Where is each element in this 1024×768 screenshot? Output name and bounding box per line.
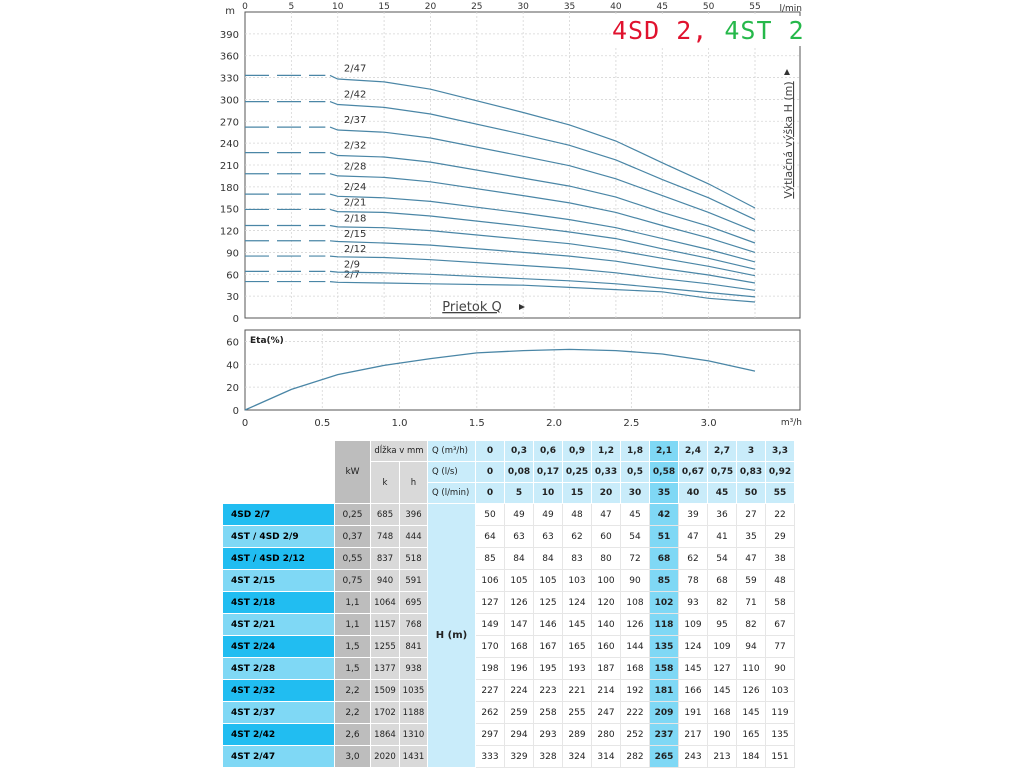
head-value: 289 (563, 724, 592, 746)
head-value: 42 (650, 504, 679, 526)
head-value: 160 (592, 636, 621, 658)
k-value: 1064 (371, 592, 400, 614)
head-value: 145 (708, 680, 737, 702)
k-value: 940 (371, 570, 400, 592)
head-value: 227 (476, 680, 505, 702)
head-value: 45 (621, 504, 650, 526)
head-y-tick: 180 (219, 182, 239, 194)
head-value: 109 (708, 636, 737, 658)
head-value: 168 (708, 702, 737, 724)
eta-x-tick: 3.0 (700, 418, 717, 429)
head-value: 103 (766, 680, 795, 702)
model-name: 4ST 2/32 (223, 680, 335, 702)
head-value: 77 (766, 636, 795, 658)
kw-value: 0,37 (335, 526, 371, 548)
head-value: 64 (476, 526, 505, 548)
head-value: 63 (505, 526, 534, 548)
model-name: 4ST 2/28 (223, 658, 335, 680)
head-value: 145 (679, 658, 708, 680)
head-value: 85 (476, 548, 505, 570)
head-value: 324 (563, 746, 592, 768)
head-value: 110 (737, 658, 766, 680)
q-value: 3 (737, 441, 766, 462)
table-row (223, 570, 795, 592)
h-value: 1310 (400, 724, 428, 746)
kw-value: 3,0 (335, 746, 371, 768)
q-label: Q (l/min) (428, 483, 476, 504)
q-value: 0 (476, 441, 505, 462)
q-value: 0,17 (534, 462, 563, 483)
head-value: 36 (708, 504, 737, 526)
h-value: 695 (400, 592, 428, 614)
kw-value: 1,1 (335, 592, 371, 614)
head-value: 105 (505, 570, 534, 592)
model-name: 4ST 2/37 (223, 702, 335, 724)
q-value: 10 (534, 483, 563, 504)
head-curve-label: 2/24 (343, 182, 367, 194)
head-curve-label: 2/7 (343, 269, 361, 281)
length-header: dĺžka v mm (371, 441, 428, 462)
head-value: 297 (476, 724, 505, 746)
head-top-tick: 45 (656, 2, 668, 12)
head-value: 192 (621, 680, 650, 702)
head-value: 147 (505, 614, 534, 636)
head-value: 247 (592, 702, 621, 724)
performance-table (222, 440, 795, 768)
head-value: 49 (534, 504, 563, 526)
head-value: 48 (766, 570, 795, 592)
q-value: 50 (737, 483, 766, 504)
h-value: 1188 (400, 702, 428, 724)
head-value: 48 (563, 504, 592, 526)
head-y-tick: 210 (219, 161, 239, 172)
k-value: 1255 (371, 636, 400, 658)
table-row (223, 658, 795, 680)
head-value: 95 (708, 614, 737, 636)
table-row (223, 504, 795, 526)
q-header-row (223, 441, 795, 462)
head-top-tick: 25 (471, 2, 483, 12)
table-row (223, 526, 795, 548)
head-value: 214 (592, 680, 621, 702)
q-value: 2,1 (650, 441, 679, 462)
head-value: 223 (534, 680, 563, 702)
head-value: 255 (563, 702, 592, 724)
head-value: 125 (534, 592, 563, 614)
eta-y-title: Eta(%) (250, 336, 284, 346)
q-value: 30 (621, 483, 650, 504)
kw-value: 2,6 (335, 724, 371, 746)
head-value: 80 (592, 548, 621, 570)
head-value: 47 (592, 504, 621, 526)
h-value: 1431 (400, 746, 428, 768)
head-value: 84 (505, 548, 534, 570)
head-value: 224 (505, 680, 534, 702)
head-value: 35 (737, 526, 766, 548)
head-value: 127 (708, 658, 737, 680)
corner-cell (223, 441, 335, 504)
kw-header: kW (335, 441, 371, 504)
head-value: 328 (534, 746, 563, 768)
head-value: 221 (563, 680, 592, 702)
q-value: 1,8 (621, 441, 650, 462)
head-value: 68 (708, 570, 737, 592)
q-value: 15 (563, 483, 592, 504)
head-value: 193 (563, 658, 592, 680)
head-value: 124 (679, 636, 708, 658)
head-top-tick: 15 (378, 2, 390, 12)
model-name: 4ST 2/47 (223, 746, 335, 768)
model-name: 4ST 2/24 (223, 636, 335, 658)
head-value: 168 (505, 636, 534, 658)
q-value: 40 (679, 483, 708, 504)
k-value: 1157 (371, 614, 400, 636)
model-name: 4ST 2/15 (223, 570, 335, 592)
head-value: 90 (766, 658, 795, 680)
head-value: 146 (534, 614, 563, 636)
head-value: 109 (679, 614, 708, 636)
head-value: 217 (679, 724, 708, 746)
h-value: 841 (400, 636, 428, 658)
head-value: 106 (476, 570, 505, 592)
head-x-title: Prietok Q (442, 300, 502, 315)
eta-y-tick: 60 (226, 337, 239, 349)
head-y-tick: 360 (219, 51, 239, 63)
head-value: 191 (679, 702, 708, 724)
head-y-tick: 0 (232, 314, 239, 325)
series-title-st: 4ST 2 (724, 16, 805, 45)
head-value: 222 (621, 702, 650, 724)
head-y-title: Výtlačná výška H (m) (782, 81, 795, 199)
eta-plot-frame (245, 330, 800, 410)
q-value: 2,4 (679, 441, 708, 462)
table-row (223, 680, 795, 702)
h-value: 444 (400, 526, 428, 548)
h-value: 938 (400, 658, 428, 680)
q-value: 1,2 (592, 441, 621, 462)
head-value: 29 (766, 526, 795, 548)
table-row (223, 724, 795, 746)
series-title (612, 16, 805, 46)
head-value: 167 (534, 636, 563, 658)
model-name: 4ST / 4SD 2/9 (223, 526, 335, 548)
head-value: 54 (621, 526, 650, 548)
head-y-tick: 390 (219, 29, 239, 41)
head-value: 196 (505, 658, 534, 680)
head-value: 127 (476, 592, 505, 614)
model-name: 4SD 2/7 (223, 504, 335, 526)
k-value: 1509 (371, 680, 400, 702)
head-value: 84 (534, 548, 563, 570)
table-row (223, 636, 795, 658)
q-value: 0,58 (650, 462, 679, 483)
q-value: 2,7 (708, 441, 737, 462)
head-top-tick: 20 (424, 2, 437, 12)
model-name: 4ST 2/21 (223, 614, 335, 636)
head-value: 126 (737, 680, 766, 702)
kw-value: 0,25 (335, 504, 371, 526)
q-value: 55 (766, 483, 795, 504)
k-value: 748 (371, 526, 400, 548)
head-value: 145 (737, 702, 766, 724)
q-label: Q (l/s) (428, 462, 476, 483)
head-value: 62 (679, 548, 708, 570)
head-value: 140 (592, 614, 621, 636)
q-value: 0,3 (505, 441, 534, 462)
efficiency-chart (226, 330, 802, 429)
head-value: 62 (563, 526, 592, 548)
eta-y-tick: 40 (226, 360, 239, 372)
head-curve-label: 2/28 (343, 161, 367, 173)
head-curve-label: 2/37 (343, 115, 367, 127)
head-curve-label: 2/18 (343, 213, 367, 225)
head-value: 105 (534, 570, 563, 592)
kw-value: 0,55 (335, 548, 371, 570)
head-y-tick: 120 (219, 226, 239, 238)
head-value: 145 (563, 614, 592, 636)
head-value: 72 (621, 548, 650, 570)
head-value: 259 (505, 702, 534, 724)
head-value: 85 (650, 570, 679, 592)
series-title-sd: 4SD 2, (612, 16, 709, 45)
head-curve-label: 2/32 (343, 140, 367, 152)
head-value: 60 (592, 526, 621, 548)
head-top-tick: 0 (242, 2, 248, 12)
head-value: 195 (534, 658, 563, 680)
head-value: 213 (708, 746, 737, 768)
head-value: 100 (592, 570, 621, 592)
kw-value: 1,1 (335, 614, 371, 636)
head-curve-label: 2/21 (343, 197, 367, 209)
head-value: 209 (650, 702, 679, 724)
h-label: H (m) (428, 504, 476, 768)
head-value: 50 (476, 504, 505, 526)
head-curve-label: 2/15 (343, 228, 367, 240)
q-value: 20 (592, 483, 621, 504)
q-label: Q (m³/h) (428, 441, 476, 462)
q-value: 0,6 (534, 441, 563, 462)
head-curve-label: 2/9 (343, 259, 361, 271)
head-value: 39 (679, 504, 708, 526)
q-value: 0,08 (505, 462, 534, 483)
h-value: 768 (400, 614, 428, 636)
head-top-unit: l/min (779, 4, 802, 14)
q-value: 0,67 (679, 462, 708, 483)
table-row (223, 702, 795, 724)
kw-value: 2,2 (335, 680, 371, 702)
head-value: 58 (766, 592, 795, 614)
head-value: 41 (708, 526, 737, 548)
eta-y-tick: 20 (226, 383, 239, 395)
head-value: 103 (563, 570, 592, 592)
head-value: 151 (766, 746, 795, 768)
head-value: 282 (621, 746, 650, 768)
head-value: 135 (766, 724, 795, 746)
head-value: 78 (679, 570, 708, 592)
q-value: 0,92 (766, 462, 795, 483)
head-value: 59 (737, 570, 766, 592)
head-top-tick: 40 (610, 2, 622, 12)
q-value: 5 (505, 483, 534, 504)
head-value: 71 (737, 592, 766, 614)
head-y-tick: 30 (226, 292, 239, 304)
head-value: 237 (650, 724, 679, 746)
head-value: 126 (621, 614, 650, 636)
q-value: 0 (476, 462, 505, 483)
head-value: 165 (737, 724, 766, 746)
head-value: 118 (650, 614, 679, 636)
head-y-tick: 330 (219, 73, 239, 85)
table-row (223, 614, 795, 636)
head-value: 252 (621, 724, 650, 746)
head-value: 187 (592, 658, 621, 680)
k-value: 2020 (371, 746, 400, 768)
h-value: 1035 (400, 680, 428, 702)
model-name: 4ST 2/42 (223, 724, 335, 746)
k-header: k (371, 462, 400, 504)
kw-value: 1,5 (335, 636, 371, 658)
head-value: 181 (650, 680, 679, 702)
head-value: 27 (737, 504, 766, 526)
eta-x-tick: 2.0 (546, 418, 563, 429)
head-value: 102 (650, 592, 679, 614)
head-value: 82 (737, 614, 766, 636)
kw-value: 0,75 (335, 570, 371, 592)
table-row (223, 746, 795, 768)
head-value: 119 (766, 702, 795, 724)
q-value: 0,25 (563, 462, 592, 483)
head-value: 314 (592, 746, 621, 768)
head-value: 47 (737, 548, 766, 570)
kw-value: 2,2 (335, 702, 371, 724)
k-value: 1864 (371, 724, 400, 746)
head-value: 38 (766, 548, 795, 570)
eta-x-tick: 1.5 (468, 418, 485, 429)
head-value: 126 (505, 592, 534, 614)
head-value: 120 (592, 592, 621, 614)
head-top-tick: 30 (517, 2, 529, 12)
head-value: 243 (679, 746, 708, 768)
head-value: 184 (737, 746, 766, 768)
head-value: 67 (766, 614, 795, 636)
head-value: 54 (708, 548, 737, 570)
head-value: 165 (563, 636, 592, 658)
head-y-tick: 60 (226, 270, 239, 282)
q-value: 0,75 (708, 462, 737, 483)
eta-y-tick: 0 (232, 406, 239, 417)
head-top-tick: 5 (288, 2, 295, 12)
head-value: 258 (534, 702, 563, 724)
eta-x-unit: m³/h (780, 418, 802, 428)
head-value: 51 (650, 526, 679, 548)
head-curve-label: 2/47 (343, 63, 367, 75)
k-value: 1702 (371, 702, 400, 724)
head-value: 166 (679, 680, 708, 702)
q-value: 35 (650, 483, 679, 504)
head-value: 280 (592, 724, 621, 746)
head-y-tick: 270 (219, 117, 239, 129)
head-value: 108 (621, 592, 650, 614)
q-value: 45 (708, 483, 737, 504)
head-value: 135 (650, 636, 679, 658)
head-value: 49 (505, 504, 534, 526)
head-value: 144 (621, 636, 650, 658)
head-value: 262 (476, 702, 505, 724)
h-value: 591 (400, 570, 428, 592)
head-y-tick: 300 (219, 95, 239, 107)
head-y-unit: m (225, 6, 235, 17)
head-value: 93 (679, 592, 708, 614)
head-value: 265 (650, 746, 679, 768)
h-header: h (400, 462, 428, 504)
head-value: 158 (650, 658, 679, 680)
head-value: 198 (476, 658, 505, 680)
model-name: 4ST / 4SD 2/12 (223, 548, 335, 570)
head-curve-label: 2/12 (343, 244, 367, 256)
head-value: 329 (505, 746, 534, 768)
head-value: 47 (679, 526, 708, 548)
head-top-tick: 10 (332, 2, 344, 12)
q-value: 0,33 (592, 462, 621, 483)
head-value: 83 (563, 548, 592, 570)
head-value: 63 (534, 526, 563, 548)
q-value: 0,9 (563, 441, 592, 462)
head-value: 294 (505, 724, 534, 746)
eta-x-tick: 0 (241, 418, 249, 429)
head-top-tick: 55 (749, 2, 761, 12)
eta-x-tick: 1.0 (391, 418, 408, 429)
head-value: 94 (737, 636, 766, 658)
head-curve-label: 2/42 (343, 89, 367, 101)
head-value: 333 (476, 746, 505, 768)
head-y-tick: 240 (219, 139, 239, 151)
head-value: 149 (476, 614, 505, 636)
table-row (223, 548, 795, 570)
q-value: 0,83 (737, 462, 766, 483)
k-value: 1377 (371, 658, 400, 680)
h-value: 396 (400, 504, 428, 526)
head-value: 82 (708, 592, 737, 614)
q-value: 0 (476, 483, 505, 504)
k-value: 837 (371, 548, 400, 570)
head-value: 170 (476, 636, 505, 658)
head-value: 168 (621, 658, 650, 680)
head-value: 90 (621, 570, 650, 592)
head-value: 293 (534, 724, 563, 746)
q-value: 3,3 (766, 441, 795, 462)
head-top-tick: 50 (702, 2, 715, 12)
h-value: 518 (400, 548, 428, 570)
head-value: 124 (563, 592, 592, 614)
head-value: 22 (766, 504, 795, 526)
head-y-tick: 90 (226, 248, 239, 260)
kw-value: 1,5 (335, 658, 371, 680)
q-value: 0,5 (621, 462, 650, 483)
head-y-tick: 150 (219, 204, 239, 216)
eta-x-tick: 0.5 (314, 418, 331, 429)
head-value: 68 (650, 548, 679, 570)
head-top-tick: 35 (563, 2, 576, 12)
eta-x-tick: 2.5 (623, 418, 640, 429)
k-value: 685 (371, 504, 400, 526)
table-row (223, 592, 795, 614)
head-chart (219, 2, 805, 325)
head-value: 190 (708, 724, 737, 746)
model-name: 4ST 2/18 (223, 592, 335, 614)
